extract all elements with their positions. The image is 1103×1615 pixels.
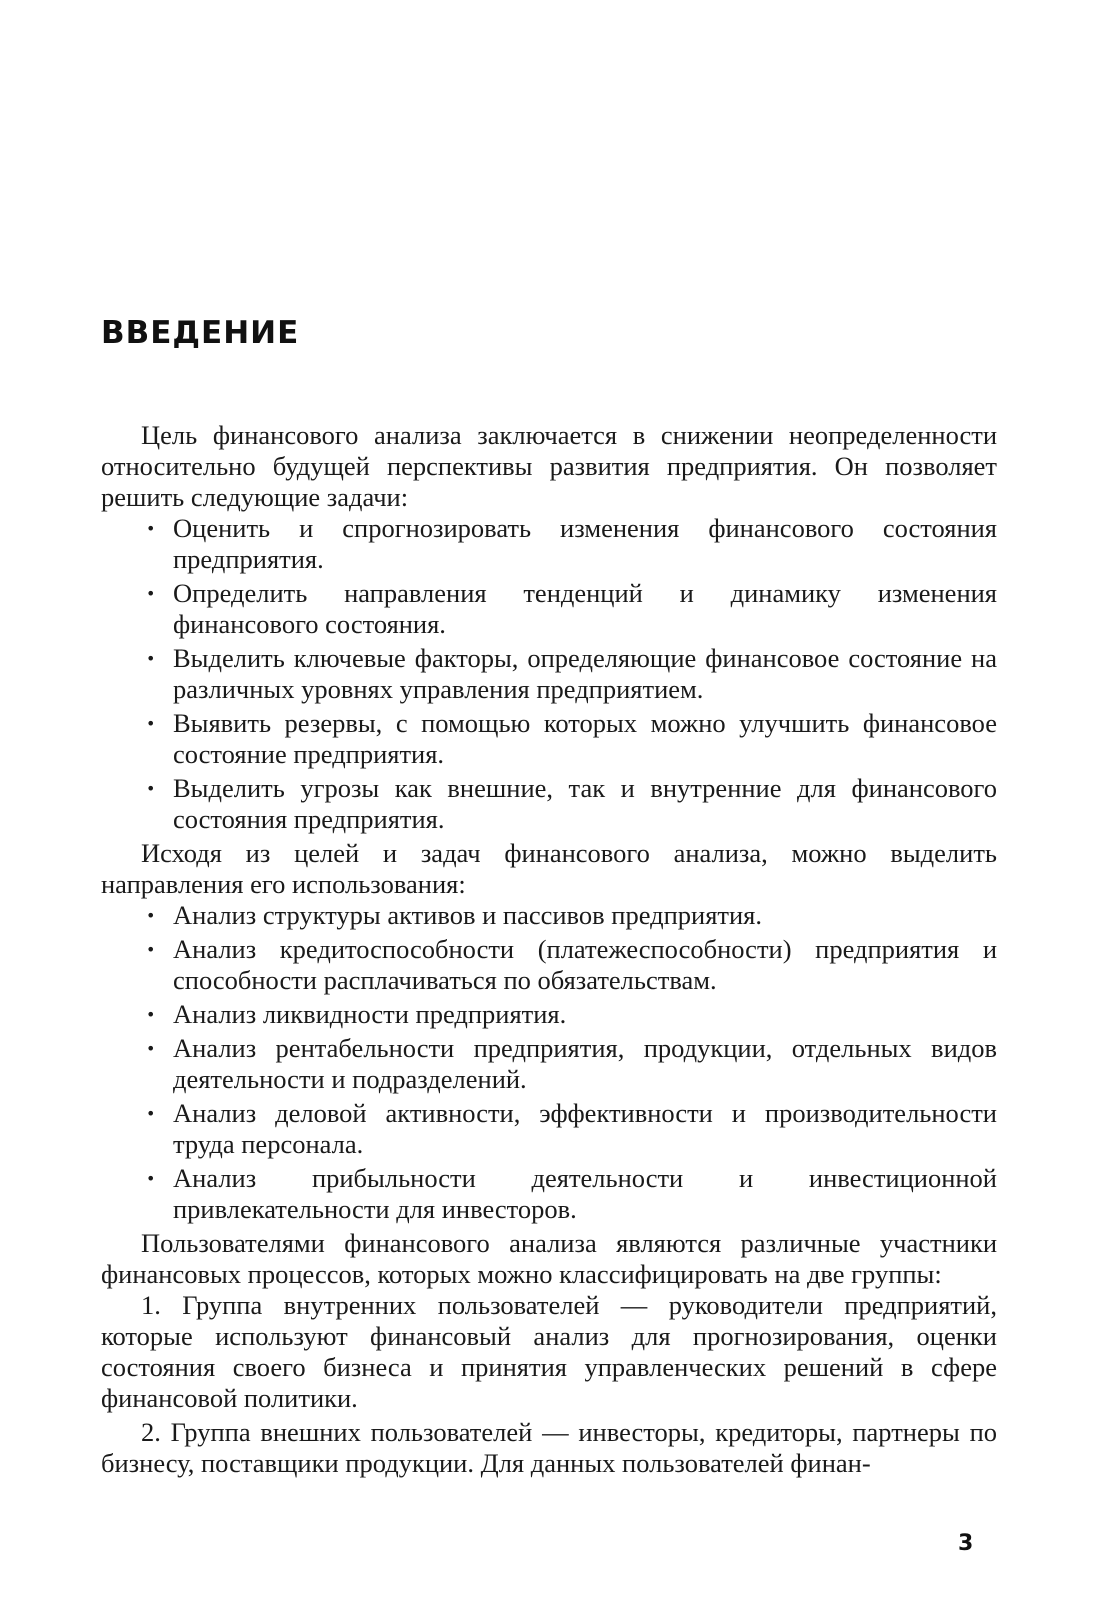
list-item (101, 900, 997, 931)
page-number: 3 (958, 1531, 974, 1556)
bullet-icon: • (146, 584, 156, 603)
list-item-text: Анализ деловой активности, эффективности и производительности труда персонала. (173, 1098, 997, 1159)
bullet-icon: • (146, 1104, 156, 1123)
list-item-text: Определить направления тенденций и динамику изменения финансового состояния. (173, 578, 997, 639)
list-item (101, 1033, 997, 1095)
intro-paragraph: Цель финансового анализа заключается в снижении неопределенности относительно будущей перспективы развития предприятия. Он позволяет решить следующие задачи: (101, 420, 997, 512)
page-heading: ВВЕДЕНИЕ (101, 315, 300, 351)
numbered-paragraph-internal-users: 1. Группа внутренних пользователей — руководители предприятий, которые используют финансовый анализ для прогнозирования, оценки состояния своего бизнеса и принятия управленческих решений в сфере финансовой политики. (101, 1290, 997, 1413)
bullet-icon: • (146, 1169, 156, 1188)
list-item (101, 708, 997, 770)
bullet-icon: • (146, 940, 156, 959)
bullet-icon: • (146, 1039, 156, 1058)
list-item-text: Анализ структуры активов и пассивов предприятия. (173, 900, 762, 930)
bullet-icon: • (146, 906, 156, 925)
list-item (101, 773, 997, 835)
list-item-text: Анализ ликвидности предприятия. (173, 999, 567, 1029)
list-item-text: Анализ кредитоспособности (платежеспособности) предприятия и способности расплачиваться по обязательствам. (173, 934, 997, 995)
bullet-icon: • (146, 714, 156, 733)
list-item (101, 513, 997, 575)
list-item (101, 1163, 997, 1225)
directions-intro-paragraph: Исходя из целей и задач финансового анализа, можно выделить направления его использования: (101, 838, 997, 899)
list-item-text: Выделить ключевые факторы, определяющие финансовое состояние на различных уровнях управления предприятием. (173, 643, 997, 704)
list-item-text: Выделить угрозы как внешние, так и внутренние для финансового состояния предприятия. (173, 773, 997, 834)
list-item (101, 934, 997, 996)
list-item (101, 578, 997, 640)
tasks-list (101, 513, 997, 835)
directions-list (101, 900, 997, 1225)
numbered-paragraph-external-users: 2. Группа внешних пользователей — инвесторы, кредиторы, партнеры по бизнесу, поставщики продукции. Для данных пользователей финан- (101, 1417, 997, 1478)
list-item (101, 643, 997, 705)
list-item-text: Анализ рентабельности предприятия, продукции, отдельных видов деятельности и подразделений. (173, 1033, 997, 1094)
bullet-icon: • (146, 649, 156, 668)
bullet-icon: • (146, 779, 156, 798)
list-item-text: Анализ прибыльности деятельности и инвестиционной привлекательности для инвесторов. (173, 1163, 997, 1224)
list-item (101, 1098, 997, 1160)
list-item-text: Выявить резервы, с помощью которых можно улучшить финансовое состояние предприятия. (173, 708, 997, 769)
users-intro-paragraph: Пользователями финансового анализа являются различные участники финансовых процессов, которых можно классифицировать на две группы: (101, 1228, 997, 1289)
list-item-text: Оценить и спрогнозировать изменения финансового состояния предприятия. (173, 513, 997, 574)
bullet-icon: • (146, 519, 156, 538)
bullet-icon: • (146, 1005, 156, 1024)
body-text (101, 420, 997, 1479)
list-item (101, 999, 997, 1030)
